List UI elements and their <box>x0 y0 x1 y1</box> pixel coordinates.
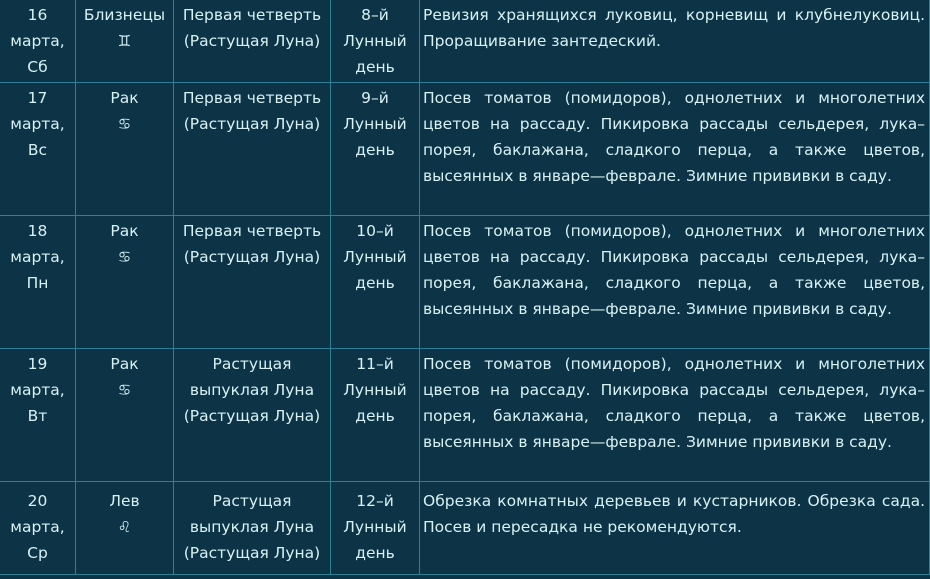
lunar-day-number: 10–й <box>356 222 394 240</box>
leo-icon: ♌ <box>117 518 132 536</box>
lunar-day-cell <box>331 83 420 216</box>
moon-phase-line: (Растущая Луна) <box>183 248 321 266</box>
zodiac-name: Лев <box>109 492 140 510</box>
moon-phase-cell <box>174 83 331 216</box>
moon-phase-cell <box>174 0 331 83</box>
zodiac-cell <box>76 482 174 575</box>
cancer-icon: ♋ <box>117 381 132 399</box>
moon-phase-line: Первая четверть <box>182 89 322 107</box>
date-month: марта, <box>10 248 65 266</box>
date-weekday: Пн <box>26 274 49 292</box>
date-cell <box>0 482 76 575</box>
date-day: 16 <box>27 6 48 24</box>
recommendation-cell: Обрезка комнатных деревьев и кустарников. Обрезка сада. Посев и пересадка не рекомендуются. <box>420 482 930 575</box>
zodiac-name: Рак <box>110 89 139 107</box>
moon-phase-line: (Растущая Луна) <box>183 32 321 50</box>
date-month: марта, <box>10 381 65 399</box>
zodiac-name: Рак <box>110 355 139 373</box>
date-weekday: Вт <box>27 407 48 425</box>
zodiac-cell <box>76 83 174 216</box>
lunar-day-label: день <box>355 141 395 159</box>
date-weekday: Вс <box>27 141 48 159</box>
lunar-day-cell <box>331 349 420 482</box>
moon-phase-line: Первая четверть <box>182 222 322 240</box>
moon-phase-line: (Растущая Луна) <box>183 544 321 562</box>
moon-phase-line: выпуклая Луна <box>189 381 315 399</box>
lunar-day-number: 12–й <box>356 492 394 510</box>
lunar-day-cell <box>331 482 420 575</box>
date-weekday: Ср <box>27 544 48 562</box>
moon-phase-cell <box>174 482 331 575</box>
table-row <box>0 0 930 83</box>
lunar-day-label: день <box>355 58 395 76</box>
lunar-day-label: день <box>355 274 395 292</box>
date-month: марта, <box>10 518 65 536</box>
lunar-day-cell <box>331 216 420 349</box>
table-row <box>0 83 930 216</box>
moon-phase-line: выпуклая Луна <box>189 518 315 536</box>
zodiac-name: Рак <box>110 222 139 240</box>
moon-phase-cell <box>174 349 331 482</box>
zodiac-cell <box>76 0 174 83</box>
cancer-icon: ♋ <box>117 248 132 266</box>
lunar-day-label: Лунный <box>343 32 407 50</box>
date-day: 19 <box>27 355 48 373</box>
lunar-day-number: 11–й <box>356 355 394 373</box>
lunar-day-cell <box>331 0 420 83</box>
lunar-day-label: Лунный <box>343 248 407 266</box>
table-row <box>0 349 930 482</box>
lunar-day-label: Лунный <box>343 518 407 536</box>
lunar-day-label: Лунный <box>343 115 407 133</box>
table-row <box>0 216 930 349</box>
moon-phase-line: Растущая <box>212 492 292 510</box>
date-cell <box>0 216 76 349</box>
recommendation-cell: Посев томатов (помидоров), однолетних и многолетних цветов на рассаду. Пикировка рассады сельдерея, лука–порея, баклажана, сладкого перца, а также цветов, высеянных в январе—феврале. Зимние прививки в саду. <box>420 83 930 216</box>
moon-phase-line: (Растущая Луна) <box>183 115 321 133</box>
date-cell <box>0 83 76 216</box>
lunar-day-label: Лунный <box>343 381 407 399</box>
date-month: марта, <box>10 32 65 50</box>
lunar-day-number: 8–й <box>361 6 389 24</box>
lunar-day-number: 9–й <box>361 89 389 107</box>
zodiac-name: Близнецы <box>83 6 166 24</box>
cancer-icon: ♋ <box>117 115 132 133</box>
zodiac-cell <box>76 349 174 482</box>
zodiac-cell <box>76 216 174 349</box>
recommendation-cell: Посев томатов (помидоров), однолетних и многолетних цветов на рассаду. Пикировка рассады сельдерея, лука–порея, баклажана, сладкого перца, а также цветов, высеянных в январе—феврале. Зимние прививки в саду. <box>420 216 930 349</box>
moon-phase-line: Растущая <box>212 355 292 373</box>
lunar-day-label: день <box>355 407 395 425</box>
date-month: марта, <box>10 115 65 133</box>
date-day: 18 <box>27 222 48 240</box>
date-cell <box>0 349 76 482</box>
date-day: 20 <box>27 492 48 510</box>
moon-phase-line: (Растущая Луна) <box>183 407 321 425</box>
moon-phase-line: Первая четверть <box>182 6 322 24</box>
lunar-day-label: день <box>355 544 395 562</box>
recommendation-cell: Посев томатов (помидоров), однолетних и многолетних цветов на рассаду. Пикировка рассады сельдерея, лука–порея, баклажана, сладкого перца, а также цветов, высеянных в январе—феврале. Зимние прививки в саду. <box>420 349 930 482</box>
date-cell <box>0 0 76 83</box>
gemini-icon: ♊ <box>117 32 132 50</box>
table-row <box>0 482 930 575</box>
recommendation-cell: Ревизия хранящихся луковиц, корневищ и клубнелуковиц. Проращивание зантедеский. <box>420 0 930 83</box>
moon-phase-cell <box>174 216 331 349</box>
date-day: 17 <box>27 89 48 107</box>
date-weekday: Сб <box>27 58 48 76</box>
